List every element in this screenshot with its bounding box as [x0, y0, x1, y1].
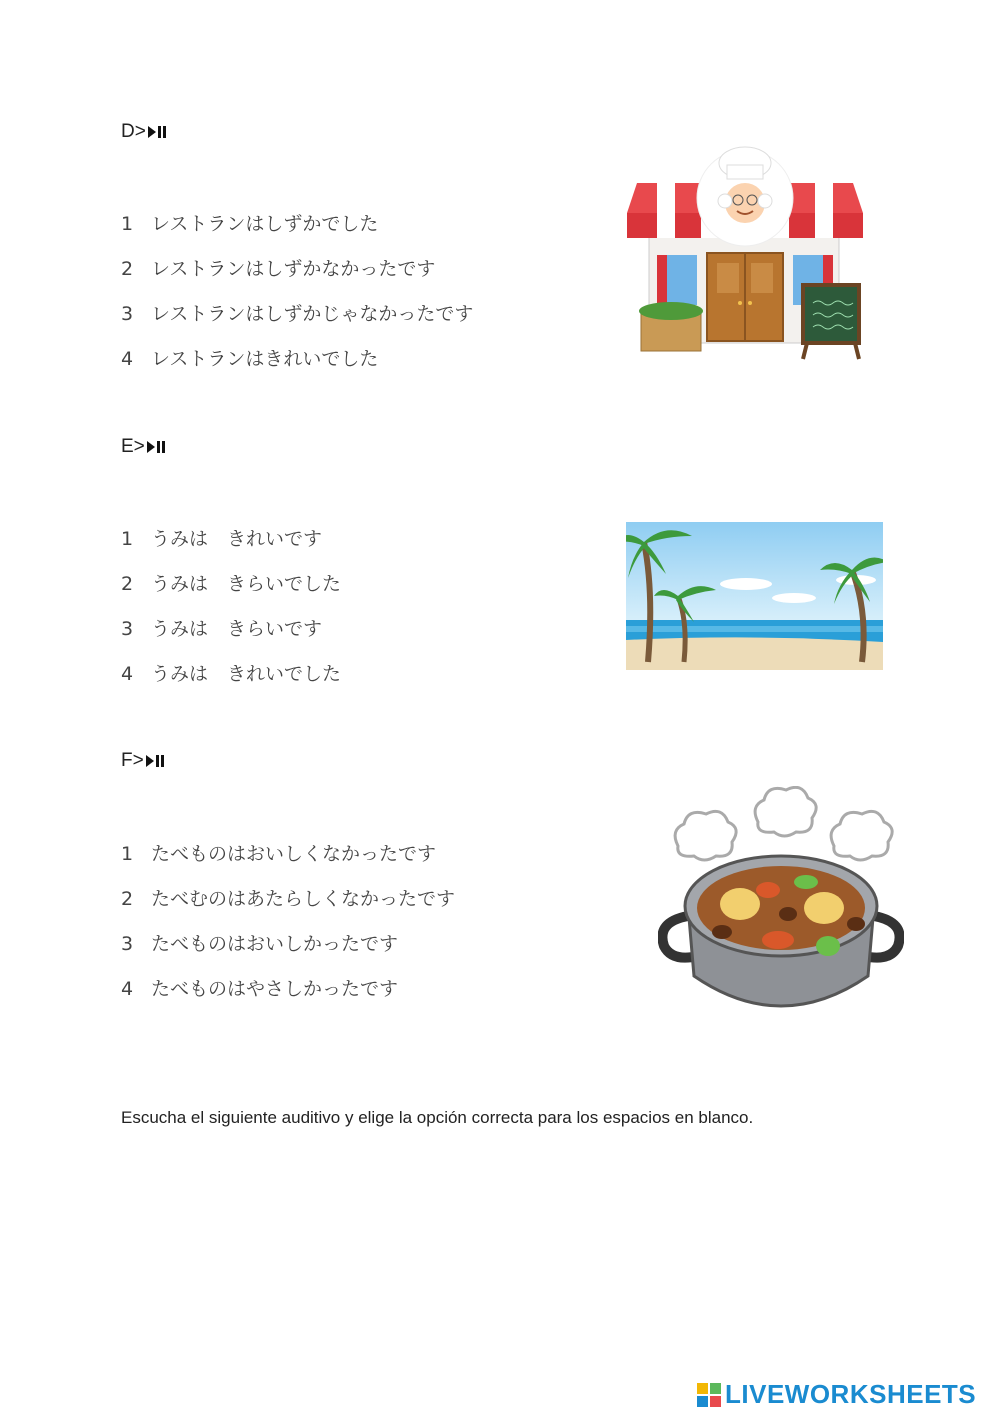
- liveworksheets-logo-icon: [697, 1383, 721, 1407]
- option-f-4[interactable]: 4 たべものはやさしかったです: [121, 978, 399, 1000]
- option-d-2[interactable]: 2 レストランはしずかなかったです: [121, 258, 436, 280]
- section-e-label: E>: [121, 436, 165, 458]
- option-d-1[interactable]: 1 レストランはしずかでした: [121, 213, 379, 235]
- option-e-1[interactable]: 1 うみは きれいです: [121, 528, 323, 550]
- play-pause-icon[interactable]: [146, 754, 164, 768]
- beach-illustration: [626, 522, 883, 670]
- stew-pot-illustration: [658, 786, 904, 1026]
- option-e-3[interactable]: 3 うみは きらいです: [121, 618, 323, 640]
- option-e-2[interactable]: 2 うみは きらいでした: [121, 573, 342, 595]
- restaurant-illustration: [627, 143, 863, 363]
- option-d-4[interactable]: 4 レストランはきれいでした: [121, 348, 379, 370]
- option-f-3[interactable]: 3 たべものはおいしかったです: [121, 933, 399, 955]
- section-f-label: F>: [121, 750, 164, 772]
- play-pause-icon[interactable]: [147, 440, 165, 454]
- option-d-3[interactable]: 3 レストランはしずかじゃなかったです: [121, 303, 474, 325]
- option-f-1[interactable]: 1 たべものはおいしくなかったです: [121, 843, 437, 865]
- brand-name: LIVEWORKSHEETS: [725, 1379, 977, 1409]
- option-e-4[interactable]: 4 うみは きれいでした: [121, 663, 342, 685]
- instructions-text: Escucha el siguiente auditivo y elige la opción correcta para los espacios en blanco.: [121, 1108, 754, 1127]
- liveworksheets-logo: [697, 1379, 976, 1410]
- option-f-2[interactable]: 2 たべむのはあたらしくなかったです: [121, 888, 456, 910]
- play-pause-icon[interactable]: [148, 125, 166, 139]
- section-d-label: D>: [121, 121, 166, 143]
